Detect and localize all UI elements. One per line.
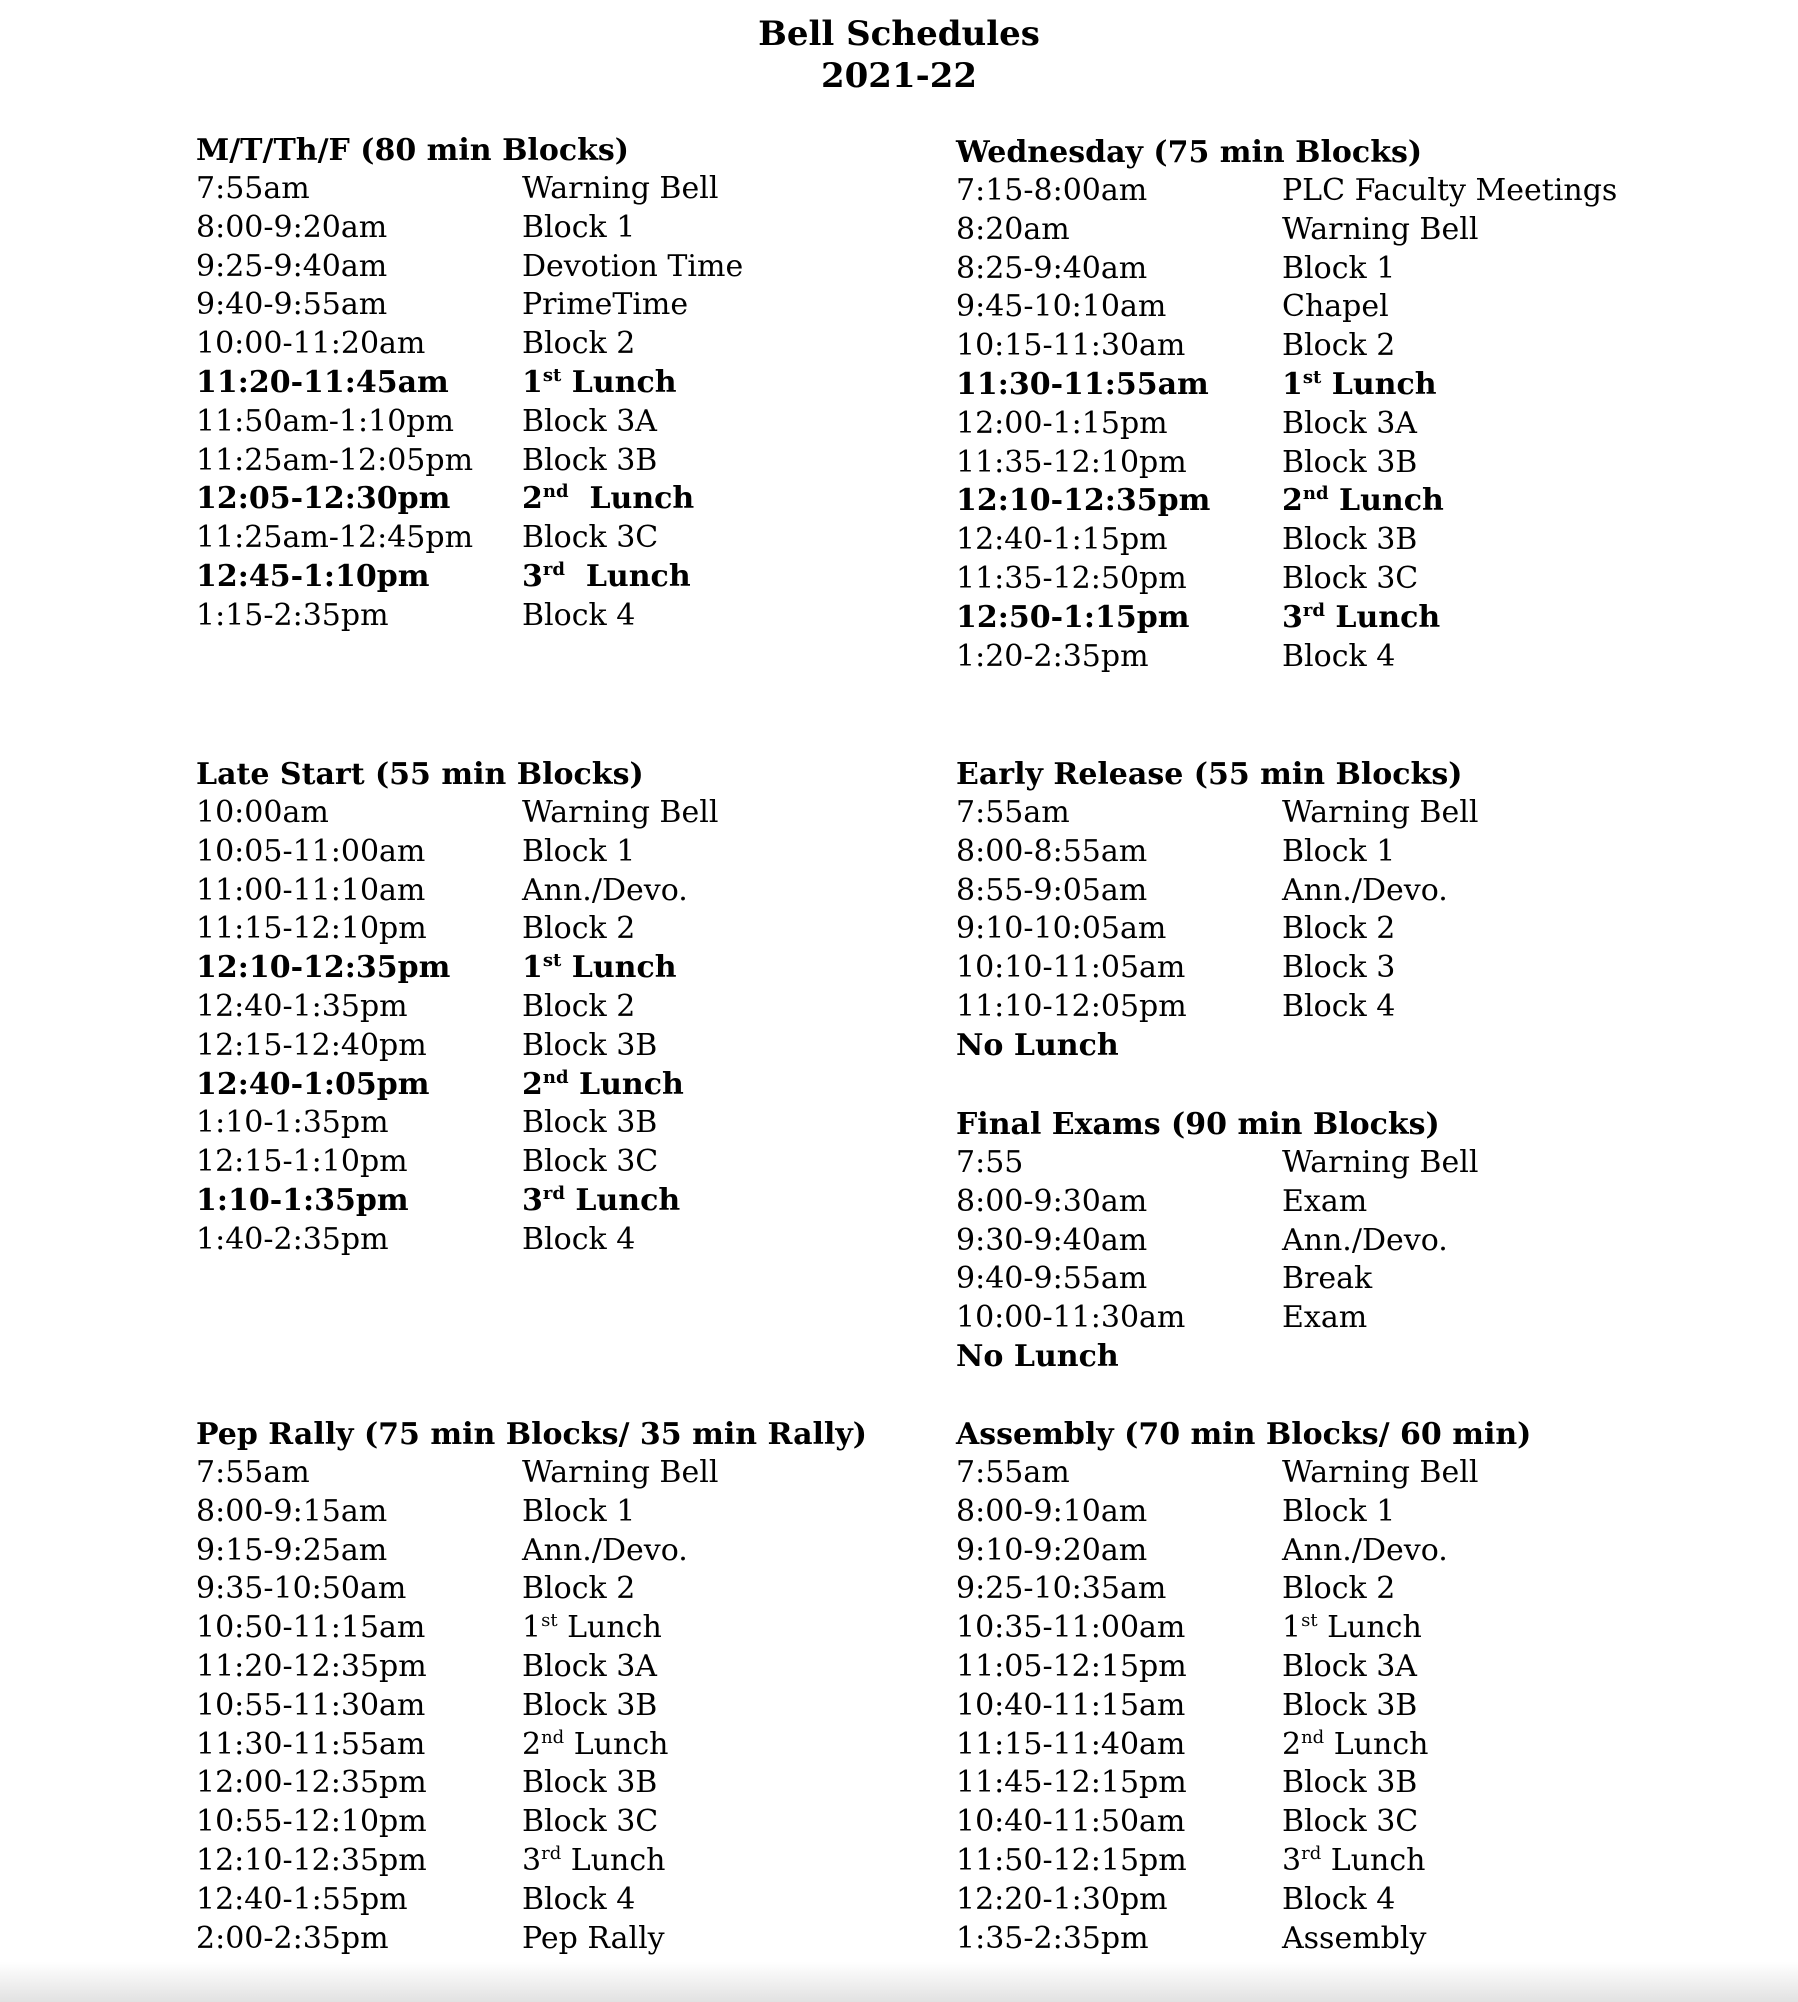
schedule-row [196, 1842, 936, 1881]
row-activity: Block 3B [522, 1105, 658, 1141]
lunch-number: 3 [1282, 1842, 1302, 1878]
row-time: 10:15-11:30am [956, 328, 1186, 364]
lunch-label: Lunch [561, 364, 677, 400]
ordinal-suffix: nd [542, 1066, 569, 1088]
row-time: 11:05-12:15pm [956, 1648, 1187, 1684]
row-time: 1:15-2:35pm [196, 597, 389, 633]
schedule-row [956, 1881, 1696, 1920]
schedule-row [956, 1027, 1696, 1066]
schedule-row [956, 1570, 1696, 1609]
row-time: 11:35-12:10pm [956, 444, 1187, 480]
schedule-row [956, 1726, 1696, 1765]
row-activity [522, 1182, 936, 1221]
schedule-row [956, 872, 1696, 911]
schedule-row [956, 1299, 1696, 1338]
row-activity: Block 3B [522, 442, 658, 478]
row-activity [1282, 366, 1696, 405]
row-time: 9:10-10:05am [956, 911, 1167, 947]
row-activity: Block 1 [522, 833, 636, 869]
schedule-row [956, 1338, 1696, 1377]
row-time: No Lunch [956, 1338, 1119, 1374]
row-activity: Block 3A [1282, 1648, 1417, 1684]
schedule-row [956, 482, 1696, 521]
row-activity [1282, 1726, 1696, 1765]
row-time: 8:20am [956, 211, 1070, 247]
schedule-row [196, 910, 936, 949]
row-time: 12:10-12:35pm [196, 950, 451, 986]
row-activity [522, 1726, 936, 1765]
lunch-number: 2 [522, 481, 543, 517]
row-activity: Warning Bell [1282, 795, 1479, 830]
row-time: 1:40-2:35pm [196, 1221, 389, 1257]
schedule-section-pep [196, 1416, 936, 1958]
lunch-number: 2 [1282, 1726, 1302, 1762]
schedule-row [196, 1609, 936, 1648]
schedule-rows [956, 1144, 1696, 1377]
ordinal-suffix: st [541, 1610, 558, 1632]
row-activity: Block 4 [1282, 988, 1396, 1024]
lunch-number: 3 [522, 1842, 542, 1878]
row-activity: Warning Bell [1282, 1145, 1479, 1180]
schedule-row [196, 403, 936, 442]
schedule-row [956, 1648, 1696, 1687]
ordinal-suffix: nd [1301, 1726, 1325, 1748]
lunch-number: 3 [1282, 599, 1303, 635]
schedule-row [956, 1842, 1696, 1881]
row-time: 11:15-11:40am [956, 1726, 1186, 1762]
schedule-row [196, 1803, 936, 1842]
row-activity: Block 3B [522, 1765, 658, 1801]
row-time: 10:00am [196, 795, 329, 830]
lunch-label: Lunch [564, 1726, 669, 1762]
row-time: 12:40-1:15pm [956, 522, 1168, 558]
row-activity: Ann./Devo. [1282, 1222, 1448, 1258]
row-time: 11:45-12:15pm [956, 1765, 1187, 1801]
schedule-row [956, 521, 1696, 560]
row-time: 7:55am [956, 1455, 1070, 1490]
schedule-section-late [196, 756, 936, 1260]
ordinal-suffix: rd [542, 1182, 565, 1204]
ordinal-suffix: st [542, 950, 562, 972]
page-bottom-edge [0, 1962, 1798, 2002]
schedule-section-final [956, 1106, 1696, 1377]
row-time: 1:10-1:35pm [196, 1182, 409, 1218]
row-activity [522, 558, 936, 597]
row-activity: Devotion Time [522, 248, 744, 284]
row-activity: Block 4 [522, 1881, 636, 1917]
schedule-rows [196, 794, 936, 1260]
row-activity: Warning Bell [1282, 1455, 1479, 1490]
row-activity: Assembly [1282, 1920, 1427, 1956]
schedule-row [956, 1493, 1696, 1532]
schedule-row [956, 910, 1696, 949]
lunch-number: 2 [522, 1066, 543, 1102]
row-time: 7:55am [956, 795, 1070, 830]
schedule-row [956, 638, 1696, 677]
row-activity: Block 2 [1282, 911, 1396, 947]
row-time: 10:05-11:00am [196, 833, 426, 869]
row-time: 9:25-10:35am [956, 1571, 1167, 1607]
row-activity [522, 480, 936, 519]
row-time: 10:10-11:05am [956, 950, 1186, 986]
row-activity: Warning Bell [1282, 211, 1479, 247]
lunch-number: 1 [522, 364, 543, 400]
row-activity: Block 3C [522, 1144, 659, 1180]
schedule-row [956, 949, 1696, 988]
schedule-row [196, 480, 936, 519]
schedule-row [956, 250, 1696, 289]
schedule-rows [196, 1454, 936, 1958]
schedule-row [956, 1260, 1696, 1299]
row-activity: Chapel [1282, 289, 1389, 325]
row-time: 12:15-1:10pm [196, 1144, 408, 1180]
schedule-row [196, 833, 936, 872]
schedule-row [196, 1881, 936, 1920]
schedule-row [956, 1144, 1696, 1183]
lunch-label: Lunch [568, 481, 695, 517]
schedule-row [196, 872, 936, 911]
section-heading: Assembly (70 min Blocks/ 60 min) [956, 1417, 1532, 1452]
row-activity: Block 2 [522, 911, 636, 947]
row-time: 12:10-12:35pm [196, 1842, 427, 1878]
row-activity: Ann./Devo. [522, 872, 688, 908]
row-activity: Block 3A [1282, 405, 1417, 441]
row-activity [522, 1842, 936, 1881]
lunch-label: Lunch [564, 558, 691, 594]
row-activity [1282, 482, 1696, 521]
schedule-row [196, 1570, 936, 1609]
ordinal-suffix: rd [541, 1842, 562, 1864]
row-time: 9:25-9:40am [196, 248, 388, 284]
schedule-row [196, 248, 936, 287]
row-time: 8:00-9:15am [196, 1493, 388, 1529]
schedule-row [956, 1222, 1696, 1261]
ordinal-suffix: rd [1301, 1842, 1322, 1864]
schedule-row [196, 1143, 936, 1182]
row-activity: PLC Faculty Meetings [1282, 173, 1618, 208]
schedule-row [196, 597, 936, 636]
ordinal-suffix: rd [1302, 599, 1325, 621]
row-time: 9:45-10:10am [956, 289, 1167, 325]
schedule-row [196, 442, 936, 481]
row-time: 11:25am-12:05pm [196, 442, 474, 478]
schedule-section-assembly [956, 1416, 1696, 1958]
schedule-row [196, 1493, 936, 1532]
schedule-row [196, 988, 936, 1027]
row-time: 10:50-11:15am [196, 1610, 426, 1646]
row-activity: Block 4 [1282, 638, 1396, 674]
row-activity: Block 2 [522, 988, 636, 1024]
lunch-label: Lunch [561, 1842, 666, 1878]
schedule-row [956, 444, 1696, 483]
schedule-row [956, 327, 1696, 366]
row-time: 12:50-1:15pm [956, 599, 1190, 635]
row-time: 7:15-8:00am [956, 173, 1148, 208]
row-time: 11:15-12:10pm [196, 911, 427, 947]
row-time: 8:00-9:20am [196, 209, 388, 245]
row-activity: Ann./Devo. [1282, 1532, 1448, 1568]
row-activity: Block 4 [1282, 1881, 1396, 1917]
row-activity [1282, 1338, 1696, 1377]
row-activity: Warning Bell [522, 1455, 719, 1490]
lunch-label: Lunch [561, 950, 677, 986]
row-activity [522, 1609, 936, 1648]
schedule-row [956, 794, 1696, 833]
row-time: 11:25am-12:45pm [196, 520, 474, 556]
section-heading: M/T/Th/F (80 min Blocks) [196, 133, 629, 168]
row-time: 12:05-12:30pm [196, 481, 451, 517]
section-heading: Final Exams (90 min Blocks) [956, 1107, 1440, 1142]
row-activity: Block 3B [522, 1687, 658, 1723]
schedule-row [196, 170, 936, 209]
row-time: 12:00-12:35pm [196, 1765, 427, 1801]
schedule-row [196, 1027, 936, 1066]
page-subtitle-year: 2021-22 [820, 56, 978, 96]
lunch-label: Lunch [1317, 1610, 1422, 1646]
schedule-rows [956, 1454, 1696, 1958]
row-time: 9:40-9:55am [196, 287, 388, 323]
schedule-row [196, 209, 936, 248]
schedule-row [956, 405, 1696, 444]
row-time: 12:45-1:10pm [196, 558, 430, 594]
schedule-row [196, 1764, 936, 1803]
schedule-row [196, 1532, 936, 1571]
row-time: 12:20-1:30pm [956, 1881, 1168, 1917]
ordinal-suffix: nd [541, 1726, 565, 1748]
schedule-row [956, 1454, 1696, 1493]
schedule-row [956, 1764, 1696, 1803]
row-time: 10:40-11:15am [956, 1687, 1186, 1723]
row-activity: Block 3B [1282, 444, 1418, 480]
row-time: 11:00-11:10am [196, 872, 426, 908]
row-time: No Lunch [956, 1027, 1119, 1063]
row-time: 11:50-12:15pm [956, 1842, 1187, 1878]
lunch-number: 3 [522, 1182, 543, 1218]
row-time: 11:20-12:35pm [196, 1648, 427, 1684]
row-activity: Block 1 [1282, 1493, 1396, 1529]
row-time: 12:15-12:40pm [196, 1027, 427, 1063]
schedule-row [956, 1183, 1696, 1222]
schedule-row [956, 988, 1696, 1027]
section-heading: Late Start (55 min Blocks) [196, 757, 644, 792]
lunch-number: 2 [522, 1726, 542, 1762]
schedule-row [196, 1726, 936, 1765]
schedule-row [956, 599, 1696, 638]
row-time: 1:35-2:35pm [956, 1920, 1149, 1956]
row-activity: Block 1 [522, 209, 636, 245]
schedule-row [956, 366, 1696, 405]
row-time: 12:00-1:15pm [956, 405, 1168, 441]
row-activity: Block 1 [1282, 250, 1396, 286]
schedule-row [956, 560, 1696, 599]
lunch-label: Lunch [557, 1610, 662, 1646]
lunch-label: Lunch [1321, 366, 1437, 402]
row-activity: Block 3 [1282, 950, 1396, 986]
row-time: 8:00-8:55am [956, 833, 1148, 869]
schedule-row [196, 1454, 936, 1493]
schedule-row [196, 1182, 936, 1221]
row-time: 10:00-11:20am [196, 326, 426, 362]
row-activity [1282, 1842, 1696, 1881]
section-heading: Wednesday (75 min Blocks) [956, 135, 1423, 170]
ordinal-suffix: st [1301, 1610, 1318, 1632]
row-time: 8:00-9:30am [956, 1183, 1148, 1219]
section-heading: Early Release (55 min Blocks) [956, 757, 1463, 792]
row-activity: Warning Bell [522, 795, 719, 830]
lunch-number: 3 [522, 558, 543, 594]
page-title: Bell Schedules [758, 14, 1040, 54]
schedule-row [196, 519, 936, 558]
row-time: 10:55-11:30am [196, 1687, 426, 1723]
row-activity: Block 3B [1282, 522, 1418, 558]
schedule-rows [196, 170, 936, 636]
schedule-row [956, 172, 1696, 211]
row-activity: Break [1282, 1261, 1373, 1297]
row-activity: Exam [1282, 1300, 1368, 1336]
row-time: 1:10-1:35pm [196, 1105, 389, 1141]
lunch-label: Lunch [1321, 1842, 1426, 1878]
schedule-row [956, 1609, 1696, 1648]
lunch-label: Lunch [564, 1182, 681, 1218]
row-activity [1282, 599, 1696, 638]
row-time: 12:40-1:55pm [196, 1881, 408, 1917]
schedule-row [956, 1920, 1696, 1959]
row-activity: Block 2 [1282, 328, 1396, 364]
schedule-row [196, 1687, 936, 1726]
row-time: 10:55-12:10pm [196, 1804, 427, 1840]
row-activity: Block 2 [522, 326, 636, 362]
schedule-row [196, 949, 936, 988]
row-activity: Pep Rally [522, 1920, 665, 1956]
schedule-row [956, 1687, 1696, 1726]
schedule-section-wed [956, 134, 1696, 676]
row-time: 11:30-11:55am [956, 366, 1209, 402]
row-time: 9:10-9:20am [956, 1532, 1148, 1568]
row-time: 9:40-9:55am [956, 1261, 1148, 1297]
schedule-section-mtthf [196, 132, 936, 636]
row-time: 1:20-2:35pm [956, 638, 1149, 674]
row-activity: Block 3C [1282, 560, 1419, 596]
lunch-number: 1 [522, 950, 543, 986]
row-activity: Block 4 [522, 597, 636, 633]
schedule-row [196, 558, 936, 597]
row-activity: Block 1 [522, 1493, 636, 1529]
row-activity: Block 4 [522, 1221, 636, 1257]
row-time: 7:55am [196, 1455, 310, 1490]
row-time: 12:40-1:35pm [196, 988, 408, 1024]
schedule-rows [956, 172, 1696, 676]
lunch-number: 2 [1282, 483, 1303, 519]
row-activity [522, 949, 936, 988]
ordinal-suffix: st [542, 364, 562, 386]
schedule-row [196, 794, 936, 833]
row-time: 8:00-9:10am [956, 1493, 1148, 1529]
lunch-number: 1 [522, 1610, 542, 1646]
row-time: 8:25-9:40am [956, 250, 1148, 286]
schedule-row [196, 286, 936, 325]
schedule-row [956, 211, 1696, 250]
ordinal-suffix: nd [1302, 483, 1329, 505]
row-time: 9:30-9:40am [956, 1222, 1148, 1258]
row-time: 11:30-11:55am [196, 1726, 426, 1762]
row-activity: Block 3C [1282, 1804, 1419, 1840]
row-time: 7:55am [196, 171, 310, 206]
row-time: 2:00-2:35pm [196, 1920, 389, 1956]
row-activity: Block 3C [522, 520, 659, 556]
row-time: 11:50am-1:10pm [196, 403, 454, 439]
schedule-rows [956, 794, 1696, 1066]
row-time: 12:40-1:05pm [196, 1066, 430, 1102]
lunch-label: Lunch [1328, 483, 1444, 519]
row-time: 10:35-11:00am [956, 1610, 1186, 1646]
ordinal-suffix: nd [542, 481, 569, 503]
schedule-row [196, 1648, 936, 1687]
schedule-row [956, 833, 1696, 872]
row-activity [1282, 1027, 1696, 1066]
schedule-row [196, 1104, 936, 1143]
schedule-row [196, 1221, 936, 1260]
lunch-number: 1 [1282, 366, 1303, 402]
schedule-row [956, 288, 1696, 327]
row-activity [522, 1066, 936, 1105]
row-activity: Block 3B [522, 1027, 658, 1063]
row-time: 11:10-12:05pm [956, 988, 1187, 1024]
lunch-number: 1 [1282, 1610, 1302, 1646]
row-activity: Block 3C [522, 1804, 659, 1840]
schedule-row [196, 1066, 936, 1105]
row-activity: Block 2 [522, 1571, 636, 1607]
schedule-row [196, 1920, 936, 1959]
row-activity: Warning Bell [522, 171, 719, 206]
lunch-label: Lunch [568, 1066, 684, 1102]
schedule-row [956, 1803, 1696, 1842]
row-time: 8:55-9:05am [956, 872, 1148, 908]
ordinal-suffix: rd [542, 558, 565, 580]
lunch-label: Lunch [1324, 1726, 1429, 1762]
row-time: 12:10-12:35pm [956, 483, 1211, 519]
row-activity: Ann./Devo. [1282, 872, 1448, 908]
row-activity: Exam [1282, 1183, 1368, 1219]
row-time: 11:20-11:45am [196, 364, 449, 400]
row-activity: Block 3B [1282, 1765, 1418, 1801]
section-heading: Pep Rally (75 min Blocks/ 35 min Rally) [196, 1417, 867, 1452]
ordinal-suffix: st [1302, 366, 1322, 388]
schedule-row [196, 364, 936, 403]
row-activity: Block 3A [522, 403, 657, 439]
row-time: 9:15-9:25am [196, 1532, 388, 1568]
schedule-row [196, 325, 936, 364]
row-activity: Ann./Devo. [522, 1532, 688, 1568]
row-activity: PrimeTime [522, 287, 689, 323]
row-time: 11:35-12:50pm [956, 560, 1187, 596]
row-activity: Block 3B [1282, 1687, 1418, 1723]
row-time: 7:55 [956, 1145, 1024, 1180]
schedule-section-early [956, 756, 1696, 1066]
row-time: 9:35-10:50am [196, 1571, 407, 1607]
row-time: 10:00-11:30am [956, 1300, 1186, 1336]
row-activity [522, 364, 936, 403]
row-activity: Block 2 [1282, 1571, 1396, 1607]
row-activity [1282, 1609, 1696, 1648]
lunch-label: Lunch [1324, 599, 1441, 635]
row-activity: Block 3A [522, 1648, 657, 1684]
schedule-row [956, 1532, 1696, 1571]
row-time: 10:40-11:50am [956, 1804, 1186, 1840]
row-activity: Block 1 [1282, 833, 1396, 869]
